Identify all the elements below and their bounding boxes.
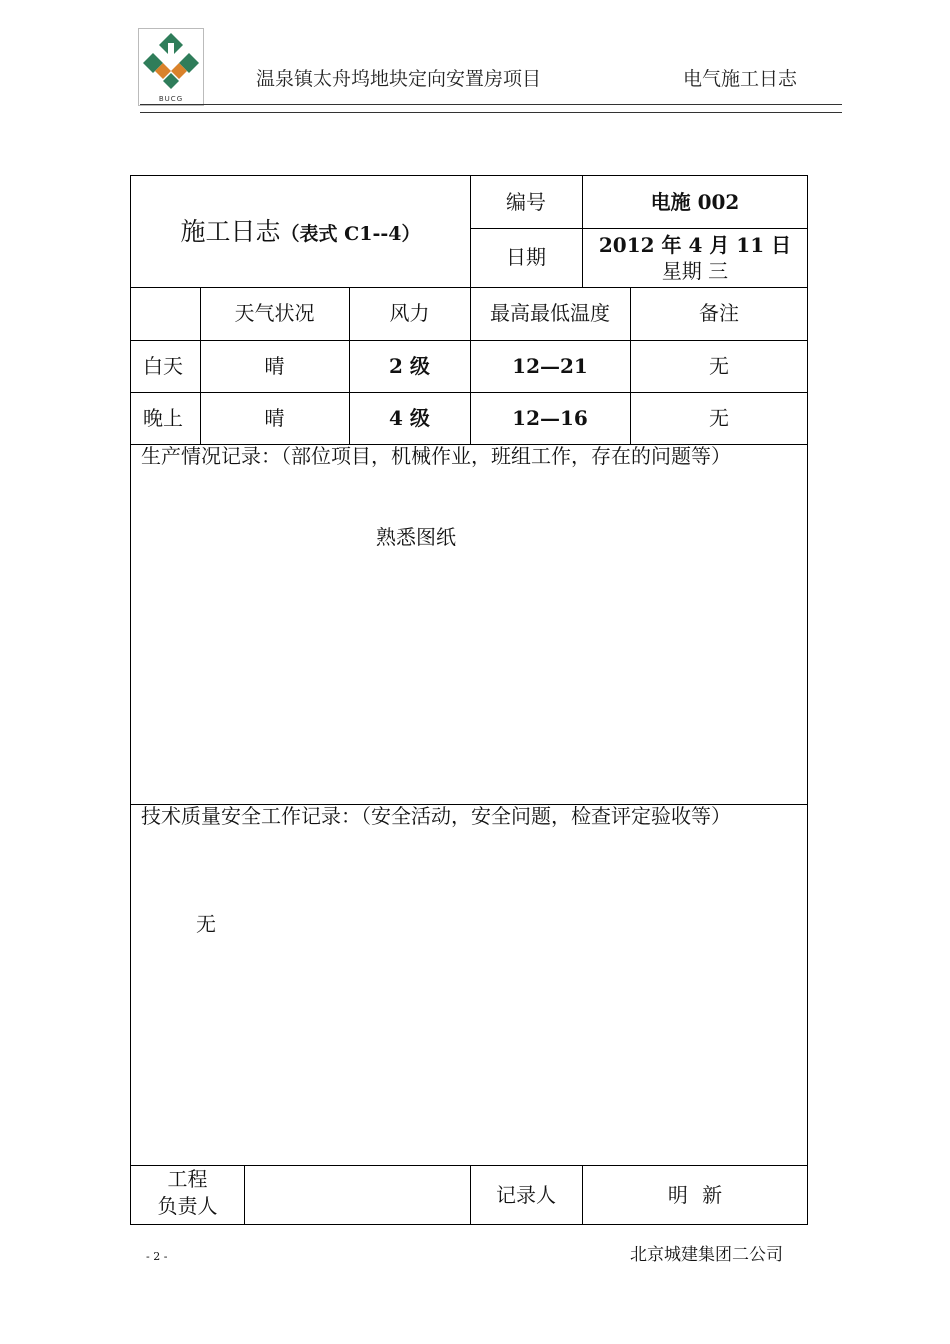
manager-label-line2: 负责人 bbox=[157, 1194, 218, 1218]
project-title: 温泉镇太舟坞地块定向安置房项目 bbox=[256, 68, 542, 90]
page-number: - 2 - bbox=[146, 1250, 168, 1263]
safety-record-content: 无 bbox=[196, 912, 216, 936]
row-label-day: 白天 bbox=[143, 353, 183, 378]
column-header-wind: 风力 bbox=[389, 301, 430, 325]
row-label-night: 晚上 bbox=[143, 405, 183, 430]
night-remark: 无 bbox=[709, 405, 729, 430]
header-rule bbox=[140, 104, 842, 105]
logo-emblem-icon bbox=[139, 29, 203, 95]
company-logo bbox=[138, 28, 204, 106]
recorder-value: 明 新 bbox=[667, 1182, 723, 1207]
production-record-label: 生产情况记录：（部位项目，机械作业，班组工作，存在的问题等） bbox=[141, 444, 731, 468]
number-value: 电施 002 bbox=[650, 189, 740, 214]
night-weather: 晴 bbox=[264, 405, 285, 430]
manager-label-line1: 工程 bbox=[167, 1167, 208, 1191]
form-title-sub: （表式 C1--4） bbox=[280, 222, 421, 245]
weekday-line: 星期 三 bbox=[661, 258, 729, 283]
header-rule bbox=[140, 112, 842, 113]
row-header-blank bbox=[131, 287, 200, 340]
form-title bbox=[131, 176, 470, 287]
night-wind: 4 级 bbox=[389, 405, 430, 430]
production-record-content: 熟悉图纸 bbox=[376, 525, 456, 549]
day-remark: 无 bbox=[709, 353, 729, 378]
log-type-title: 电气施工日志 bbox=[683, 68, 798, 90]
logo-text: BUCG bbox=[158, 95, 184, 103]
project-manager-value bbox=[244, 1165, 470, 1225]
column-header-weather: 天气状况 bbox=[234, 301, 315, 325]
column-header-temperature: 最高最低温度 bbox=[490, 301, 610, 325]
project-manager-label bbox=[131, 1161, 244, 1225]
day-temperature: 12—21 bbox=[512, 353, 588, 378]
safety-record-label: 技术质量安全工作记录：（安全活动，安全问题，检查评定验收等） bbox=[141, 804, 731, 828]
form-title-main: 施工日志 bbox=[180, 216, 281, 246]
night-temperature: 12—16 bbox=[512, 405, 588, 430]
company-name: 北京城建集团二公司 bbox=[630, 1245, 783, 1265]
day-wind: 2 级 bbox=[389, 353, 430, 378]
date-label: 日期 bbox=[506, 245, 546, 269]
column-header-remark: 备注 bbox=[699, 301, 739, 325]
date-line: 2012 年 4 月 11 日 bbox=[598, 232, 792, 257]
construction-log-form bbox=[130, 175, 808, 1225]
number-label: 编号 bbox=[506, 189, 546, 214]
recorder-label: 记录人 bbox=[496, 1182, 556, 1207]
day-weather: 晴 bbox=[264, 353, 285, 378]
date-value bbox=[582, 228, 808, 287]
